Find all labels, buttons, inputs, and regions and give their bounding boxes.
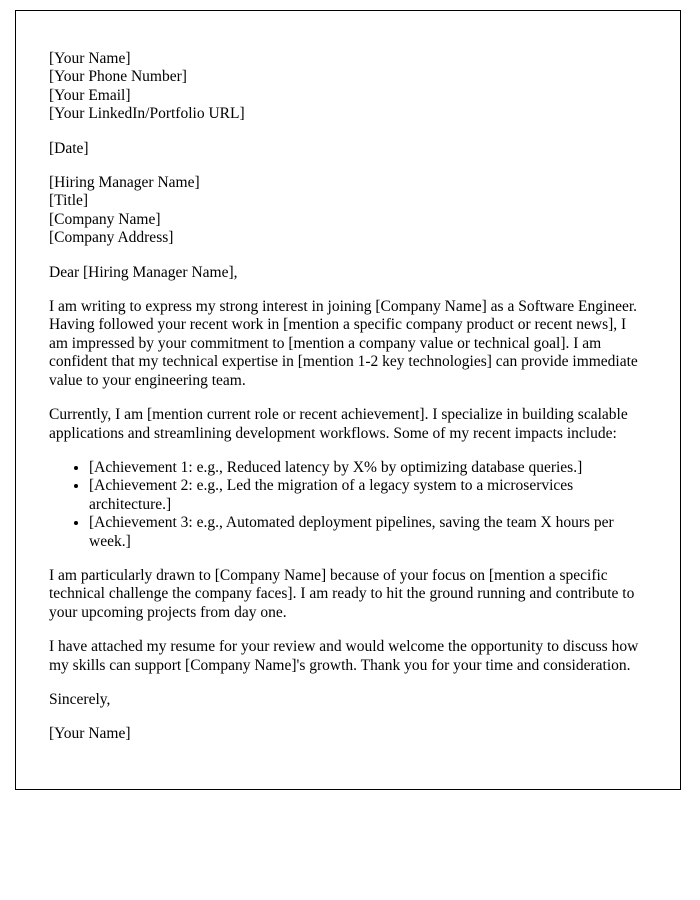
paragraph-current-role: Currently, I am [mention current role or recent achievement]. I specialize in building scalable applications and streamlining development workflows. Some of my recent impacts include: — [49, 406, 628, 442]
signoff: Sincerely, — [49, 690, 111, 708]
letter-content — [16, 11, 680, 774]
date-line: [Date] — [49, 139, 89, 157]
achievement-list — [49, 459, 648, 551]
paragraph-closing: I have attached my resume for your review and would welcome the opportunity to discuss how my skills can support [Company Name]'s growth. Thank you for your time and consideration. — [49, 638, 639, 674]
recipient-title: [Title] — [49, 192, 89, 210]
salutation: Dear [Hiring Manager Name], — [49, 263, 238, 281]
sender-name: [Your Name] — [49, 50, 131, 67]
sender-email: [Your Email] — [49, 86, 131, 104]
recipient-address: [Company Address] — [49, 229, 174, 247]
paragraph-intro: I am writing to express my strong interest in joining [Company Name] as a Software Engineer. Having followed your recent work in [mention a specific company product or recent news], I am impressed by your commitment to [mention a company value or technical goal]. I am confident that my technical expertise in [mention 1-2 key technologies] can provide immediate value to your engineering team. — [49, 298, 638, 389]
paragraph-why-company: I am particularly drawn to [Company Name] because of your focus on [mention a specific technical challenge the company faces]. I am ready to hit the ground running and contribute to your upcoming projects from day one. — [49, 566, 635, 621]
sender-phone: [Your Phone Number] — [49, 68, 187, 86]
recipient-name: [Hiring Manager Name] — [49, 174, 200, 192]
achievement-item-3: • [Achievement 3: e.g., Automated deployment pipelines, saving the team X hours per week.] — [89, 514, 648, 551]
recipient-company: [Company Name] — [49, 210, 161, 228]
sender-linkedin: [Your LinkedIn/Portfolio URL] — [49, 105, 245, 123]
recipient-block — [49, 174, 648, 248]
achievement-item-2: • [Achievement 2: e.g., Led the migration of a legacy system to a microservices architecture.] — [89, 477, 648, 514]
signature: [Your Name] — [49, 725, 131, 743]
sender-block — [49, 50, 648, 124]
achievement-item-1: • [Achievement 1: e.g., Reduced latency by X% by optimizing database queries.] — [89, 459, 648, 477]
letter-page — [15, 10, 681, 790]
